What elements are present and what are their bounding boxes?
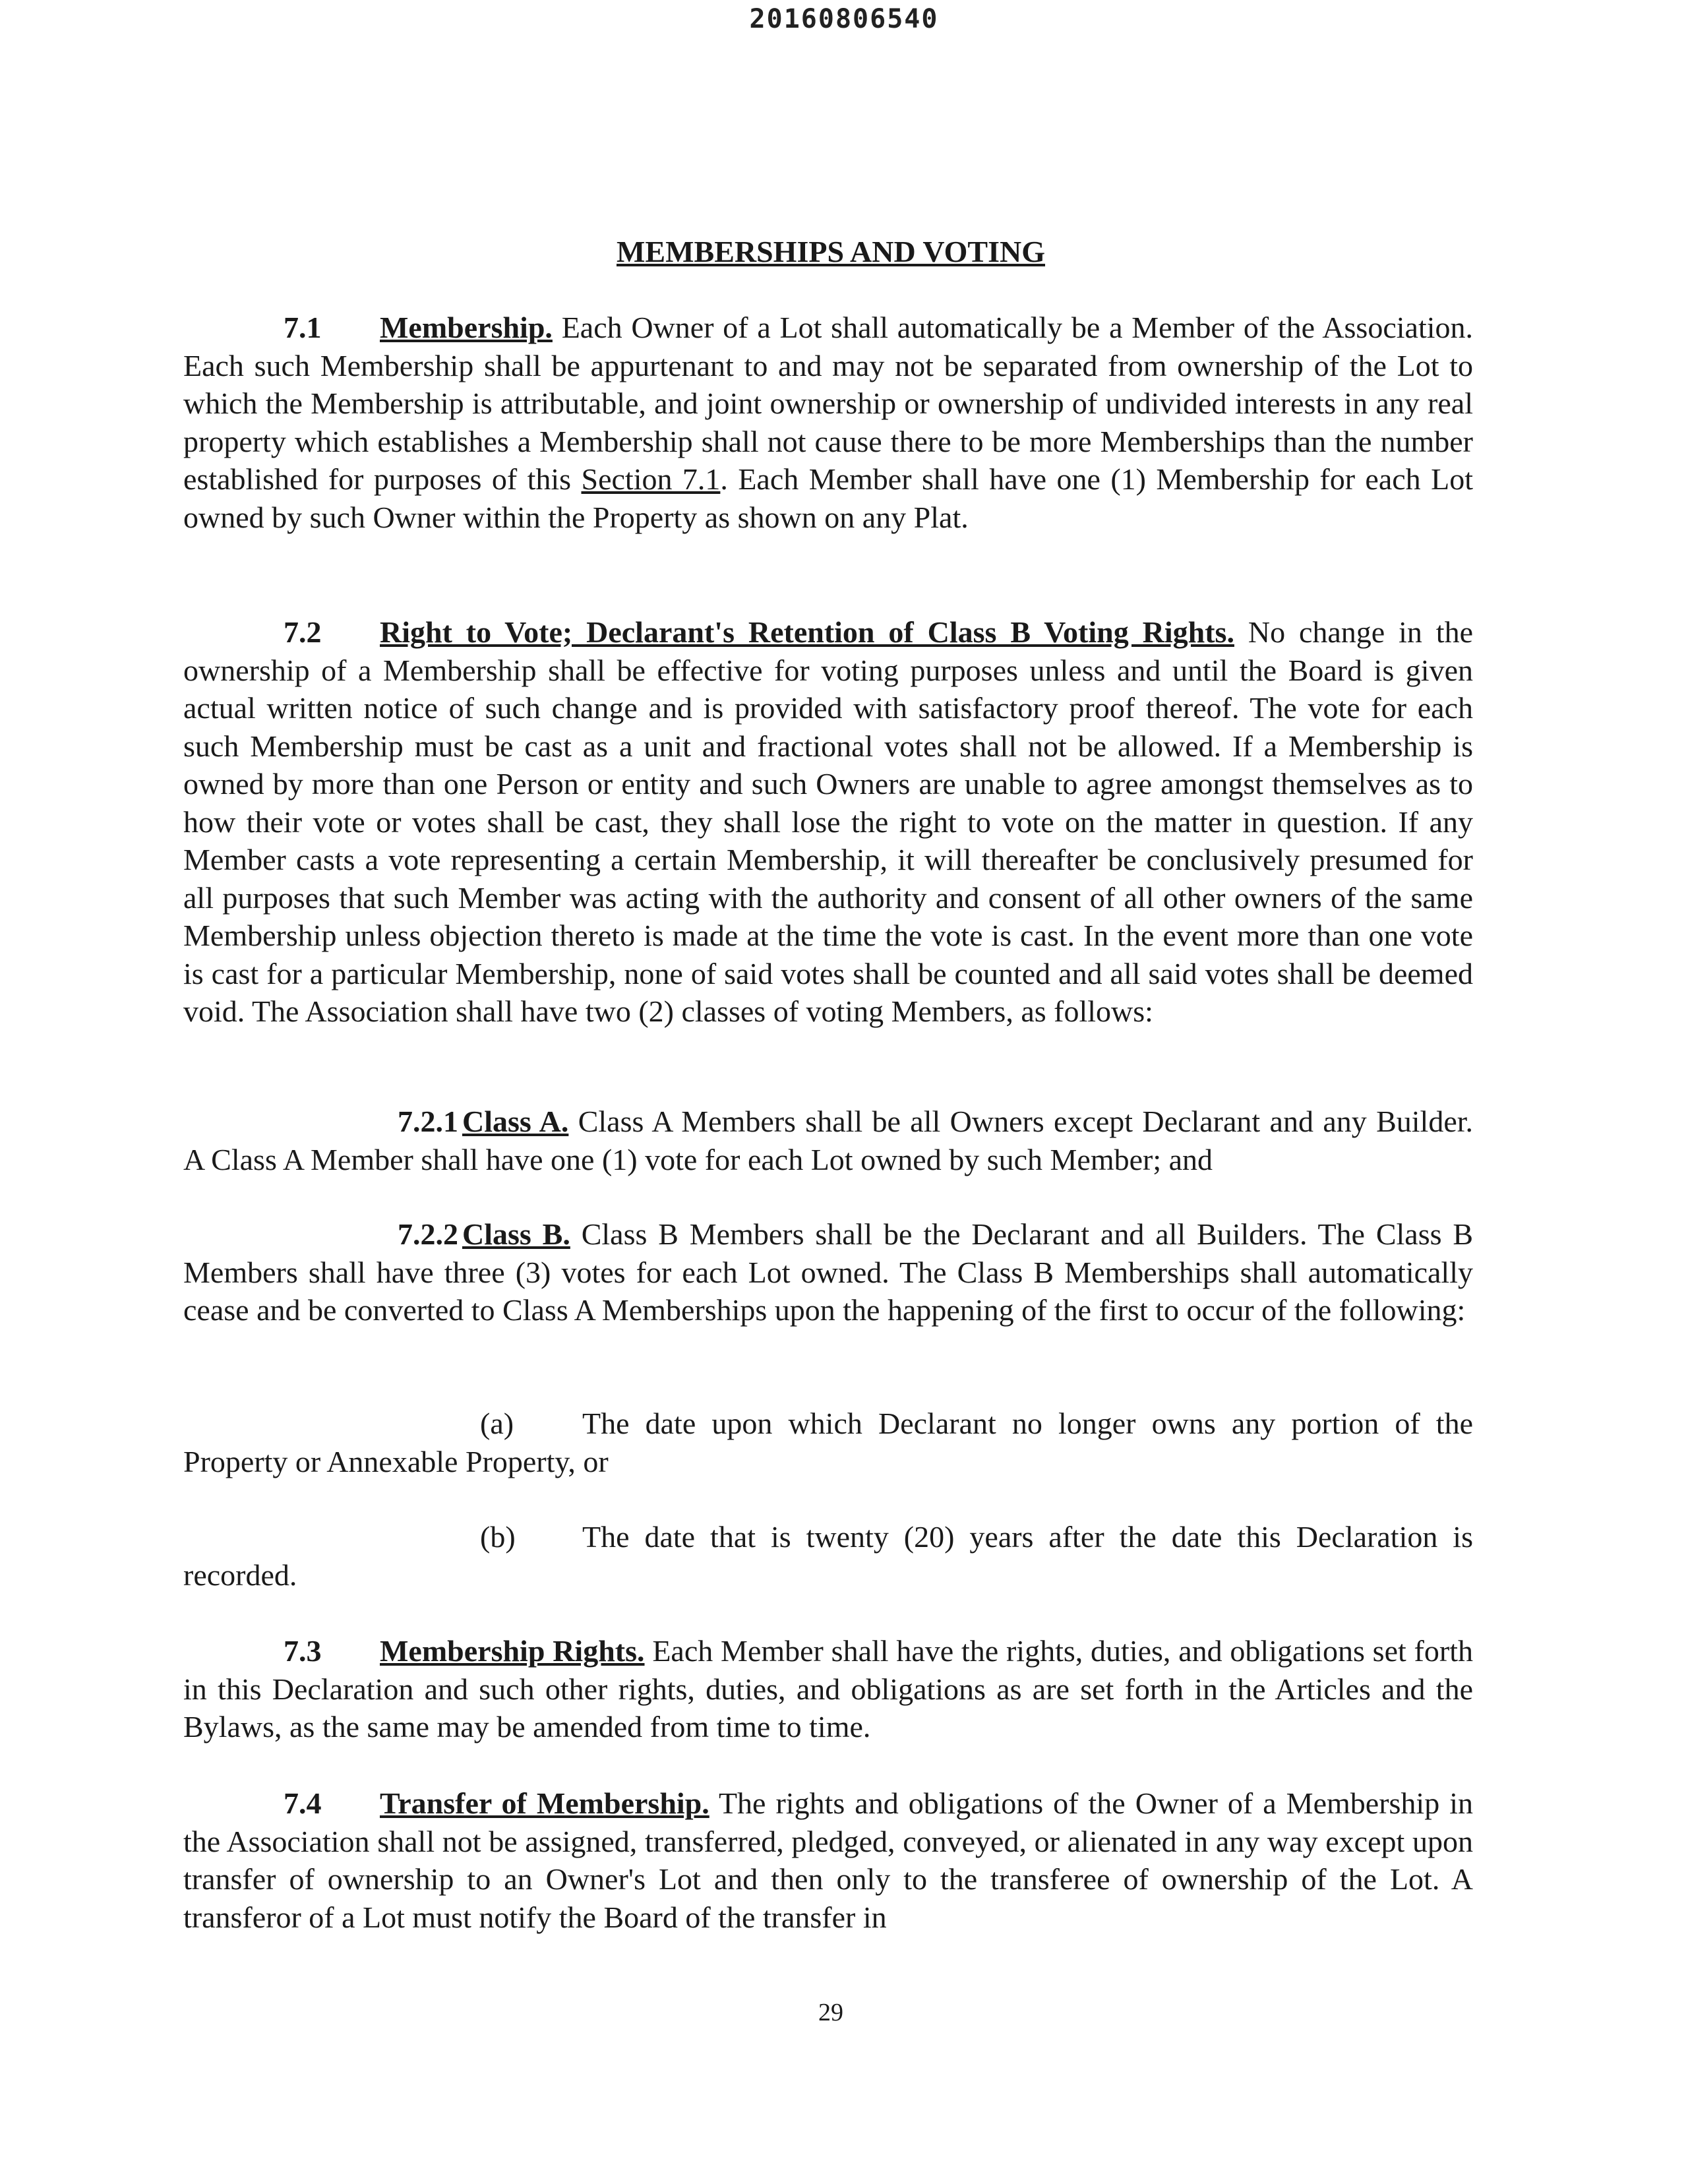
section-text: No change in the ownership of a Membership shall be effective for voting purposes unless and until the Board is given actual written notice of such change and is provided with satisfactory proof thereof. The vote for each such Membership must be cast as a unit and fractional votes shall not be allowed. If a Membership is owned by more than one Person or entity and such Owners are unable to agree amongst themselves as to how their vote or votes shall be cast, they shall lose the right to vote on the matter in question. If any Member casts a vote representing a certain Membership, it will thereafter be conclusively presumed for all purposes that such Member was acting with the authority and consent of all other owners of the same Membership unless objection thereto is made at the time the vote is cast. In the event more than one vote is cast for a particular Membership, none of said votes shall be counted and all said votes shall be deemed void. The Association shall have two (2) classes of voting Members, as follows: xyxy=(183,615,1474,1028)
list-item-label: (a) xyxy=(480,1407,514,1440)
section-number: 7.2.1 xyxy=(398,1105,458,1138)
section-title: Membership. xyxy=(380,311,553,344)
section-title: Membership Rights. xyxy=(380,1634,645,1668)
section-number: 7.4 xyxy=(284,1786,322,1820)
section-7-1 xyxy=(183,309,1473,536)
section-7-2-1 xyxy=(183,1103,1473,1178)
section-7-4 xyxy=(183,1784,1473,1936)
section-number: 7.1 xyxy=(284,311,322,344)
section-title: Transfer of Membership. xyxy=(380,1786,709,1820)
section-text: Class B Members shall be the Declarant and all Builders. The Class B Members shall have three (3) votes for each Lot owned. The Class B Memberships shall automatically cease and be converted to Class A Memberships upon the happening of the first to occur of the following: xyxy=(183,1217,1474,1327)
section-number: 7.2 xyxy=(284,615,322,649)
list-item-label: (b) xyxy=(480,1520,516,1554)
section-7-2 xyxy=(183,613,1473,1031)
section-title: Right to Vote; Declarant's Retention of Class B Voting Rights. xyxy=(380,615,1234,649)
section-title: Class B. xyxy=(462,1217,570,1251)
section-title: Class A. xyxy=(462,1105,569,1138)
section-text: Class A Members shall be all Owners except Declarant and any Builder. A Class A Member shall have one (1) vote for each Lot owned by such Member; and xyxy=(183,1105,1474,1176)
list-item-text: The date upon which Declarant no longer owns any portion of the Property or Annexable Property, or xyxy=(183,1407,1473,1478)
list-item-b xyxy=(183,1518,1473,1594)
section-cross-reference: Section 7.1 xyxy=(581,462,721,496)
section-text: Each Member shall have the rights, duties, and obligations set forth in this Declaration and such other rights, duties, and obligations as are set forth in the Articles and the Bylaws, as the same may be amended from time to time. xyxy=(183,1634,1473,1744)
section-text: The rights and obligations of the Owner of a Membership in the Association shall not be assigned, transferred, pledged, conveyed, or alienated in any way except upon transfer of ownership to an Owner's Lot and then only to the transferee of ownership of the Lot. A transferor of a Lot must notify the Board of the transfer in xyxy=(183,1786,1473,1934)
section-number: 7.3 xyxy=(284,1634,322,1668)
section-text-end: . Each Member shall have one (1) Membership for each Lot owned by such Owner within the Property as shown on any Plat. xyxy=(183,462,1473,534)
section-7-3 xyxy=(183,1632,1473,1746)
section-text: Each Owner of a Lot shall automatically be a Member of the Association. Each such Membership shall be appurtenant to and may not be separated from ownership of the Lot to which the Membership is attributable, and joint ownership or ownership of undivided interests in any real property which establishes a Membership shall not cause there to be more Memberships than the number established for purposes of this xyxy=(183,311,1474,496)
list-item-text: The date that is twenty (20) years after the date this Declaration is recorded. xyxy=(183,1520,1473,1592)
page-number: 29 xyxy=(818,1999,843,2026)
page-title: MEMBERSHIPS AND VOTING xyxy=(617,235,1045,268)
list-item-a xyxy=(183,1405,1473,1480)
section-7-2-2 xyxy=(183,1215,1473,1329)
document-number: 20160806540 xyxy=(749,4,939,34)
section-number: 7.2.2 xyxy=(398,1217,458,1251)
